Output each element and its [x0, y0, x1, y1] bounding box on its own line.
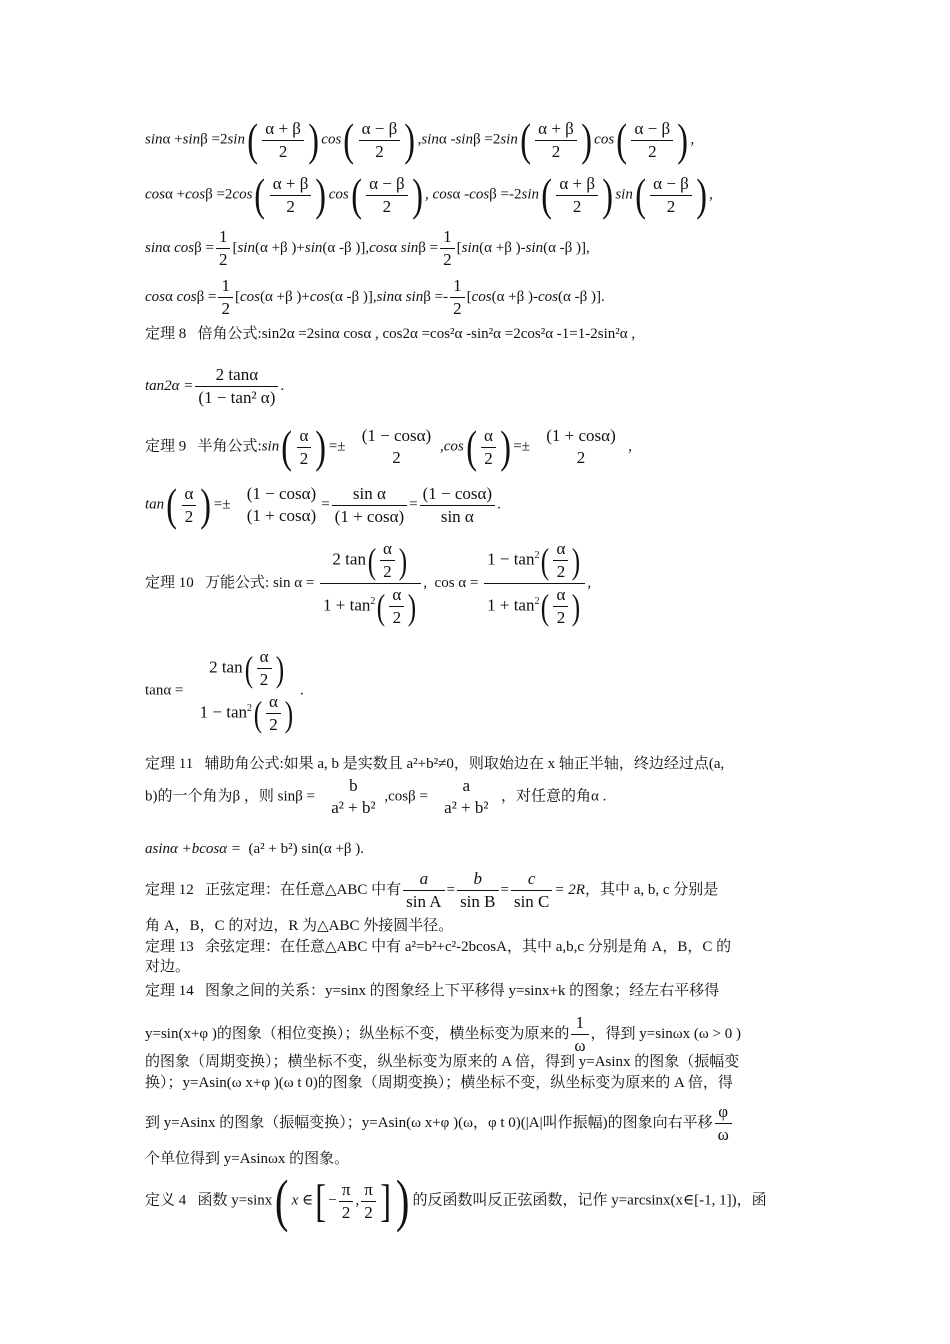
theorem-11: 定理 11 辅助角公式:如果 a, b 是实数且 a²+b²≠0，则取始边在 x 轴正半轴，终边经过点(a,	[145, 756, 725, 772]
definition-4-label: 定义 4	[145, 1192, 187, 1209]
theorem-9-label: 定理 9	[145, 438, 187, 455]
theorem-10: 定理 10 万能公式: sin α = 2 tan( $\frac{\alpha}{2}$ ) $1 + \tan^2$( $\frac{\alpha}{2}$ ) , cos α = $1 - \tan^2$( $\frac{\alpha}{2}$ ) $1 + \tan^2$( $\frac{\alpha}{2}$ ) ,	[145, 539, 592, 627]
sum-to-product-cos: cosα +cosβ =2cos( $\frac{\alpha + \beta}{2}$ ) cos( $\frac{\alpha - \beta}{2}$ ) , cosα -cosβ =-2sin( $\frac{\alpha + \beta}{2}$ ) sin( $\frac{\alpha - \beta}{2}$ ) ,	[145, 169, 713, 220]
theorem-13: 定理 13 余弦定理：在任意△ABC 中有 a²=b²+c²-2bcosA，其中 a,b,c 分别是角 A，B，C 的	[145, 939, 732, 955]
sum-to-product-sin: sinα +sinβ =2sin( $\frac{\alpha + \beta}{2}$ ) cos( $\frac{\alpha - \beta}{2}$ ) ,sinα -sinβ =2sin( $\frac{\alpha + \beta}{2}$ ) cos( $\frac{\alpha - \beta}{2}$ ) ,	[145, 114, 695, 165]
theorem-11-line2: b)的一个角为β ，则 sinβ = b a² + b² ,cosβ = a a² + b² ，对任意的角α .	[145, 776, 607, 817]
product-to-sum-1: sinα cosβ = $\frac{1}{2}$ [sin(α +β )+sin(α -β )],cosα sinβ = $\frac{1}{2}$ [sin(α +β )-sin(α -β )],	[145, 227, 590, 269]
theorem-14-line4: 换）；y=Asin(ω x+φ )(ω t 0)的图象（周期变换）；横坐标不变，纵坐标变为原来的 A 倍，得	[145, 1075, 733, 1091]
theorem-8: 定理 8 倍角公式:sin2α =2sinα cosα , cos2α =cos²α -sin²α =2cos²α -1=1-2sin²α ,	[145, 326, 636, 342]
theorem-11-label: 定理 11	[145, 756, 194, 772]
theorem-12-line2: 角 A，B，C 的对边，R 为△ABC 外接圆半径。	[145, 918, 454, 934]
theorem-13-label: 定理 13	[145, 939, 194, 955]
theorem-14-line5: 到 y=Asinx 的图象（振幅变换）；y=Asin(ω x+φ )(ω，φ t 0)(|A|叫作振幅)的图象向右平移 $\frac{\varphi}{\omega}$	[145, 1101, 734, 1146]
universal-tan: tanα = 2 tan( $\frac{\alpha}{2}$ ) $1 - \tan^2$( $\frac{\alpha}{2}$ ) .	[145, 647, 304, 734]
definition-4: 定义 4 函数 y=sinx( x ∈[ − $\frac{\pi}{2}$ , $\frac{\pi}{2}$ ]) 的反函数叫反正弦函数，记作 y=arcsinx(x∈[-1, 1])，函	[145, 1168, 767, 1233]
theorem-12: 定理 12 正弦定理：在任意△ABC 中有 $\frac{a}{\text{sin A}}$ = $\frac{b}{\text{sin B}}$ = $\frac{c}{\text{sin C}}$ = 2R，其中 a, b, c 分别是	[145, 869, 719, 911]
theorem-14-line2: y=sin(x+φ )的图象（相位变换）；纵坐标不变，横坐标变为原来的 $\frac{1}{\omega}$ ，得到 y=sinωx (ω > 0 )	[145, 1013, 741, 1055]
theorem-14-line3: 的图象（周期变换）；横坐标不变，纵坐标变为原来的 A 倍，得到 y=Asinx 的图象（振幅变	[145, 1054, 740, 1070]
auxiliary-angle-formula: asinα +bcosα = (a² + b²) sin(α +β ).	[145, 841, 365, 857]
theorem-9: 定理 9 半角公式:sin( $\frac{\alpha}{2}$ ) =± (1 − cosα) 2 ,cos( $\frac{\alpha}{2}$ ) =± (1 + cosα) 2 ,	[145, 421, 632, 472]
theorem-14: 定理 14 图象之间的关系：y=sinx 的图象经上下平移得 y=sinx+k 的图象；经左右平移得	[145, 983, 720, 999]
tan-double-angle: tan2α = $\frac{2 \tan\alpha}{\text{(1 − tan² α)}}$ .	[145, 365, 285, 407]
theorem-10-label: 定理 10	[145, 574, 194, 591]
theorem-14-line6: 个单位得到 y=Asinωx 的图象。	[145, 1151, 350, 1167]
theorem-12-label: 定理 12	[145, 881, 194, 898]
theorem-13-line2: 对边。	[145, 959, 191, 975]
theorem-8-label: 定理 8	[145, 326, 187, 342]
product-to-sum-2: cosα cosβ = $\frac{1}{2}$ [cos(α +β )+cos(α -β )],sinα sinβ =- $\frac{1}{2}$ [cos(α +β )-cos(α -β )].	[145, 276, 605, 318]
theorem-14-label: 定理 14	[145, 983, 194, 999]
half-angle-tan: tan( $\frac{\alpha}{2}$ ) =± (1 − cosα) (1 + cosα) = $\frac{\text{sin α}}{(1 + \cos\alpha)}$ = $\frac{(1 - \cos\alpha)}{\text{sin α}}$ .	[145, 479, 501, 530]
double-angle-formula: sin2α =2sinα cosα , cos2α =cos²α -sin²α =2cos²α -1=1-2sin²α ,	[261, 326, 636, 342]
